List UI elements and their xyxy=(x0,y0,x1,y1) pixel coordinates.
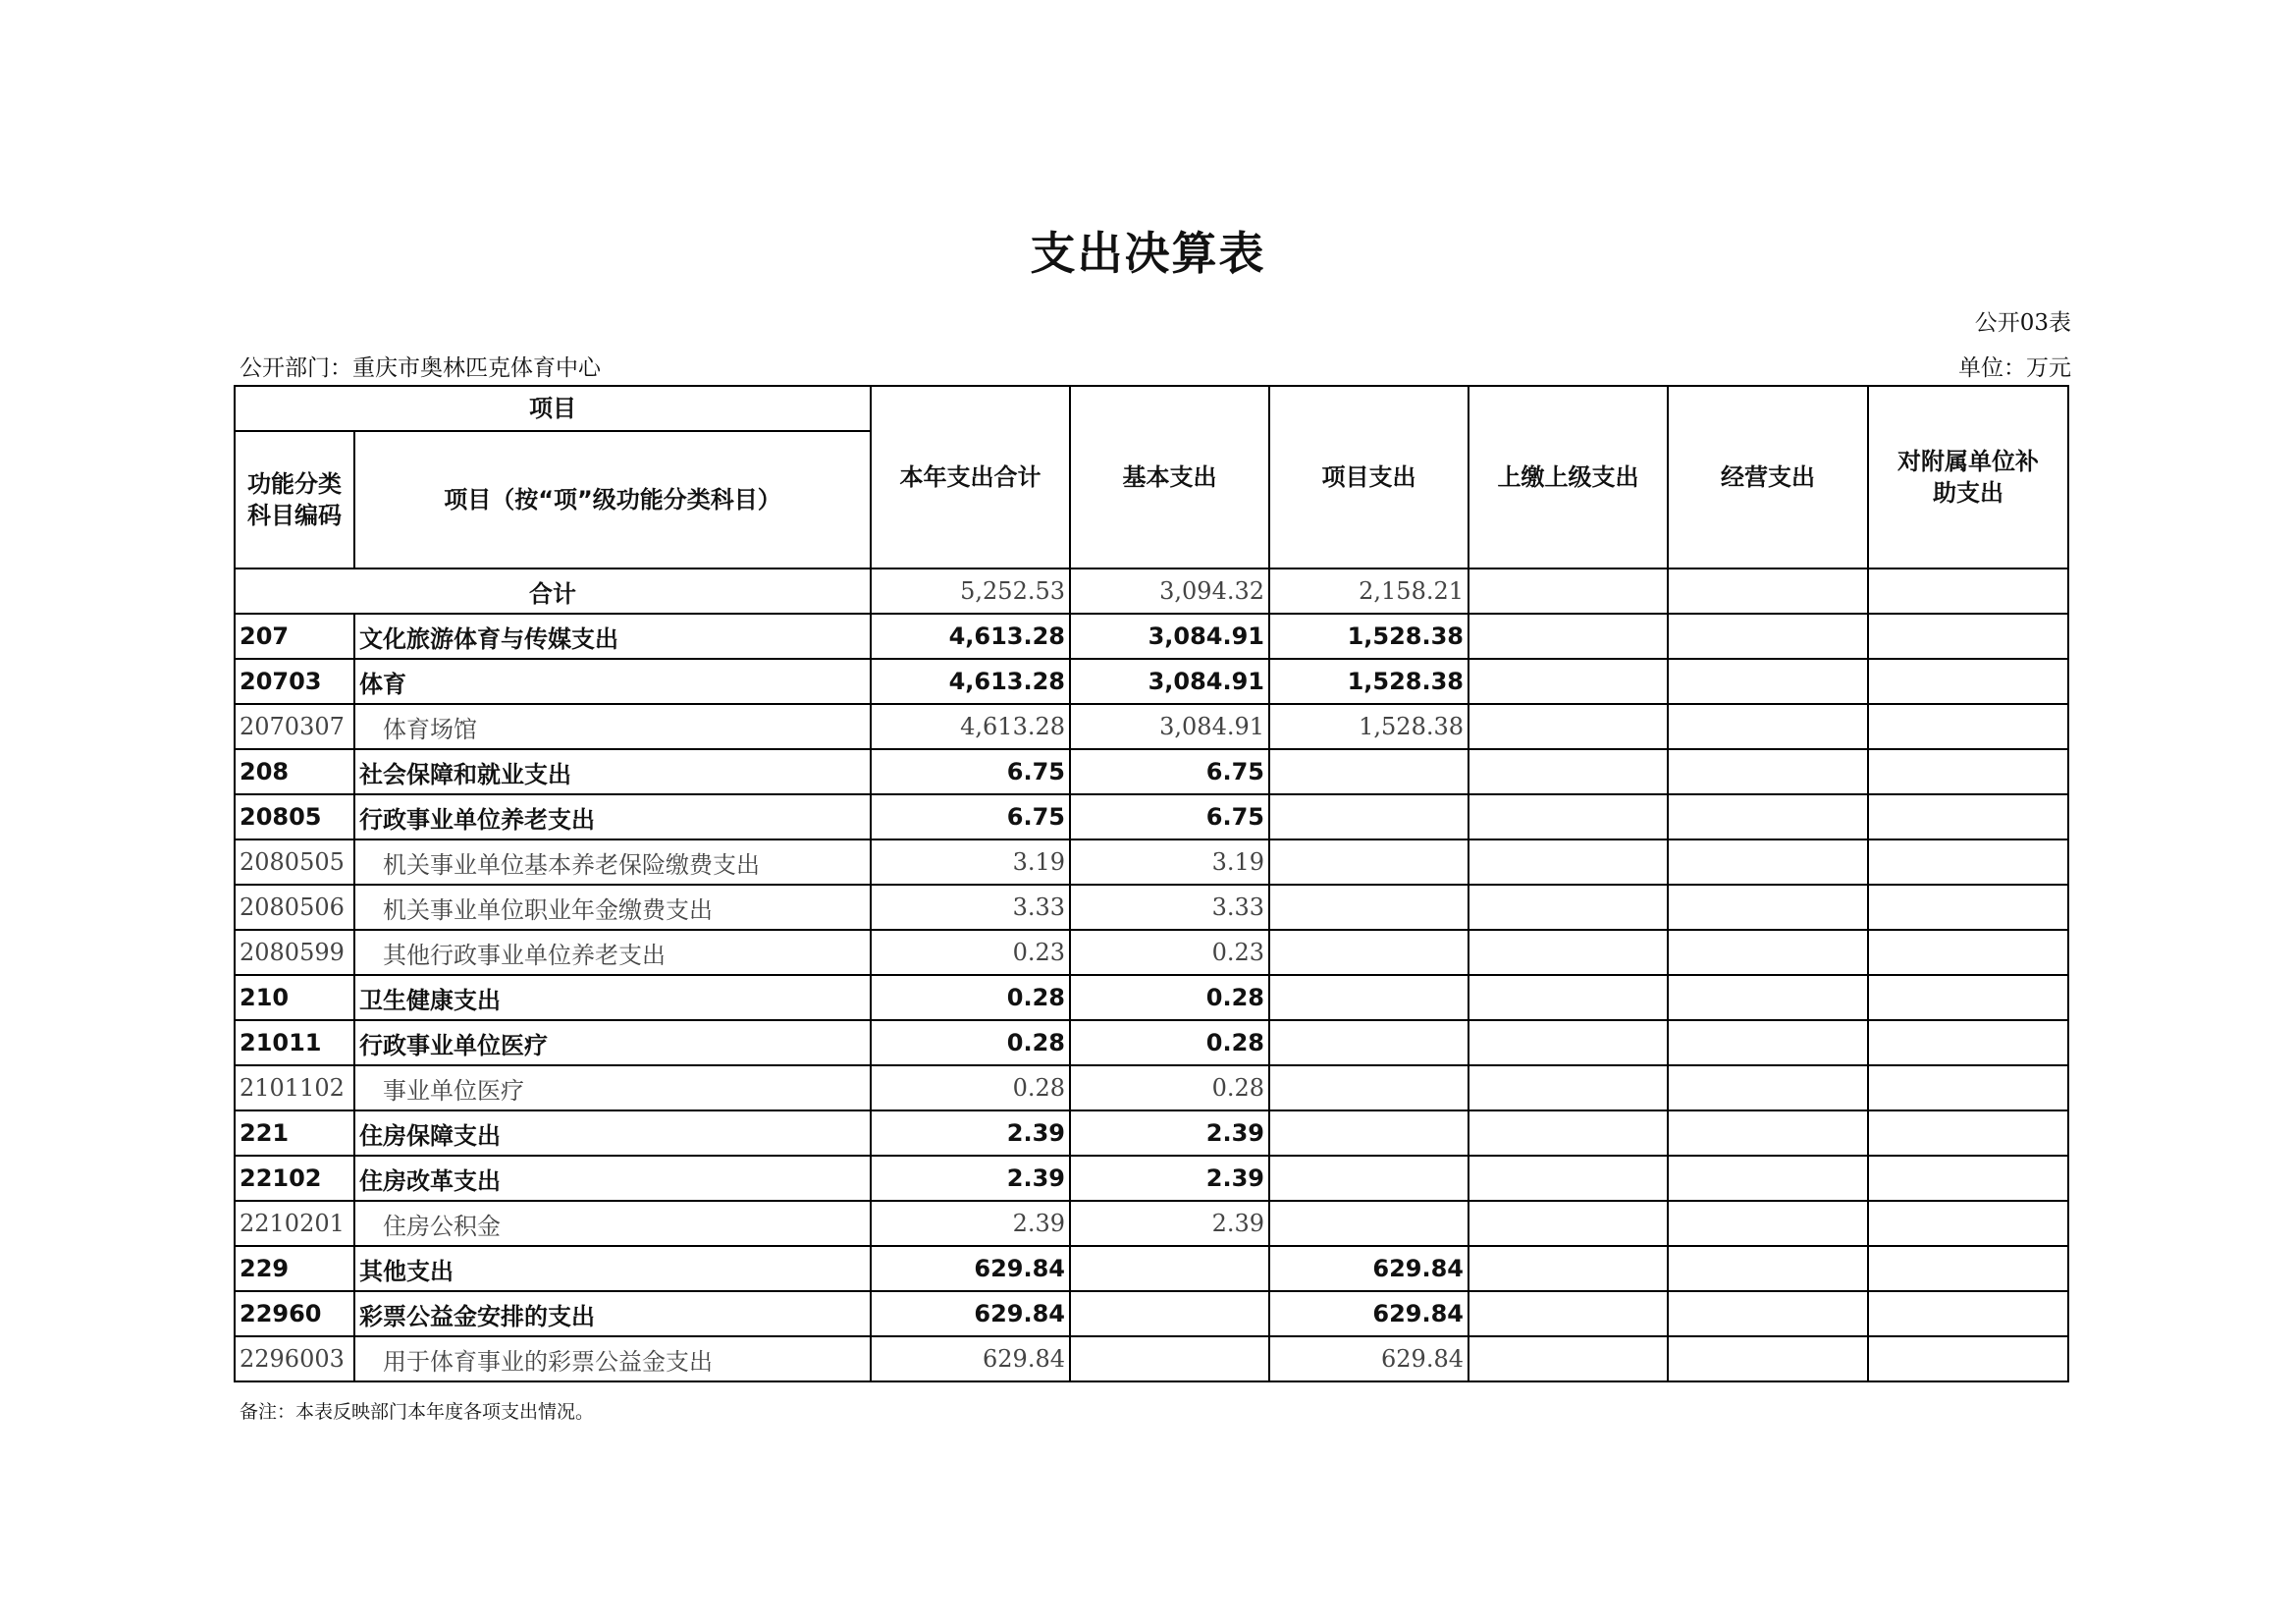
table-row xyxy=(235,1201,2068,1246)
cell-upper xyxy=(1468,1156,1668,1201)
cell-total: 4,613.28 xyxy=(871,614,1070,659)
cell-total: 2.39 xyxy=(871,1110,1070,1156)
table-row xyxy=(235,749,2068,794)
cell-business xyxy=(1668,1020,1868,1065)
cell-name: 社会保障和就业支出 xyxy=(354,749,871,794)
cell-name: 体育 xyxy=(354,659,871,704)
cell-project-exp xyxy=(1269,1201,1468,1246)
table-row xyxy=(235,794,2068,839)
cell-name: 住房保障支出 xyxy=(354,1110,871,1156)
cell-total: 4,613.28 xyxy=(871,704,1070,749)
cell-basic: 6.75 xyxy=(1070,794,1269,839)
form-number: 公开03表 xyxy=(1974,310,2071,336)
cell-business xyxy=(1668,1110,1868,1156)
table-row xyxy=(235,930,2068,975)
cell-name: 住房公积金 xyxy=(354,1201,871,1246)
cell-project-exp xyxy=(1269,839,1468,885)
cell-code: 2296003 xyxy=(235,1336,354,1381)
cell-project-exp xyxy=(1269,1156,1468,1201)
cell-project-exp xyxy=(1269,1065,1468,1110)
cell-subsidy xyxy=(1868,885,2068,930)
table-row xyxy=(235,1246,2068,1291)
cell-total: 6.75 xyxy=(871,794,1070,839)
header-code: 功能分类科目编码 xyxy=(235,431,354,568)
total-total: 5,252.53 xyxy=(871,568,1070,614)
table-row xyxy=(235,659,2068,704)
cell-business xyxy=(1668,659,1868,704)
cell-project-exp: 629.84 xyxy=(1269,1246,1468,1291)
cell-total: 2.39 xyxy=(871,1156,1070,1201)
cell-project-exp: 629.84 xyxy=(1269,1291,1468,1336)
cell-business xyxy=(1668,975,1868,1020)
table-row xyxy=(235,885,2068,930)
cell-subsidy xyxy=(1868,839,2068,885)
cell-code: 22960 xyxy=(235,1291,354,1336)
cell-business xyxy=(1668,1336,1868,1381)
cell-basic: 3,084.91 xyxy=(1070,614,1269,659)
cell-upper xyxy=(1468,1336,1668,1381)
cell-upper xyxy=(1468,1201,1668,1246)
cell-code: 210 xyxy=(235,975,354,1020)
cell-name: 体育场馆 xyxy=(354,704,871,749)
cell-subsidy xyxy=(1868,975,2068,1020)
cell-project-exp xyxy=(1269,885,1468,930)
cell-code: 20805 xyxy=(235,794,354,839)
cell-subsidy xyxy=(1868,1291,2068,1336)
cell-upper xyxy=(1468,1291,1668,1336)
cell-business xyxy=(1668,885,1868,930)
cell-name: 其他支出 xyxy=(354,1246,871,1291)
cell-business xyxy=(1668,1201,1868,1246)
header-project: 项目 xyxy=(235,386,871,431)
cell-basic: 0.28 xyxy=(1070,1020,1269,1065)
cell-name: 行政事业单位医疗 xyxy=(354,1020,871,1065)
total-basic: 3,094.32 xyxy=(1070,568,1269,614)
cell-code: 2080505 xyxy=(235,839,354,885)
cell-upper xyxy=(1468,1246,1668,1291)
table-row xyxy=(235,1291,2068,1336)
cell-code: 207 xyxy=(235,614,354,659)
cell-basic xyxy=(1070,1291,1269,1336)
cell-project-exp: 1,528.38 xyxy=(1269,659,1468,704)
cell-basic: 3,084.91 xyxy=(1070,659,1269,704)
cell-total: 629.84 xyxy=(871,1246,1070,1291)
cell-subsidy xyxy=(1868,930,2068,975)
cell-code: 2210201 xyxy=(235,1201,354,1246)
cell-upper xyxy=(1468,749,1668,794)
page-title: 支出决算表 xyxy=(1030,227,1266,280)
header-basic: 基本支出 xyxy=(1070,386,1269,568)
cell-name: 文化旅游体育与传媒支出 xyxy=(354,614,871,659)
department-label: 公开部门：重庆市奥林匹克体育中心 xyxy=(240,355,601,381)
cell-project-exp xyxy=(1269,975,1468,1020)
total-upper xyxy=(1468,568,1668,614)
cell-project-exp xyxy=(1269,749,1468,794)
cell-total: 0.28 xyxy=(871,1065,1070,1110)
cell-code: 221 xyxy=(235,1110,354,1156)
cell-total: 629.84 xyxy=(871,1336,1070,1381)
cell-code: 2080599 xyxy=(235,930,354,975)
total-business xyxy=(1668,568,1868,614)
cell-business xyxy=(1668,794,1868,839)
cell-business xyxy=(1668,1065,1868,1110)
cell-basic: 0.28 xyxy=(1070,975,1269,1020)
cell-upper xyxy=(1468,1065,1668,1110)
header-upper: 上缴上级支出 xyxy=(1468,386,1668,568)
cell-upper xyxy=(1468,659,1668,704)
cell-subsidy xyxy=(1868,1201,2068,1246)
cell-basic: 0.28 xyxy=(1070,1065,1269,1110)
cell-business xyxy=(1668,930,1868,975)
table-row xyxy=(235,1110,2068,1156)
cell-project-exp xyxy=(1269,1020,1468,1065)
cell-total: 3.33 xyxy=(871,885,1070,930)
total-row xyxy=(235,568,2068,614)
footnote: 备注：本表反映部门本年度各项支出情况。 xyxy=(240,1401,595,1423)
cell-name: 彩票公益金安排的支出 xyxy=(354,1291,871,1336)
cell-basic: 2.39 xyxy=(1070,1110,1269,1156)
table-row xyxy=(235,1020,2068,1065)
cell-subsidy xyxy=(1868,794,2068,839)
cell-subsidy xyxy=(1868,704,2068,749)
cell-total: 6.75 xyxy=(871,749,1070,794)
table-row xyxy=(235,839,2068,885)
cell-project-exp xyxy=(1269,794,1468,839)
cell-business xyxy=(1668,1291,1868,1336)
cell-basic: 3,084.91 xyxy=(1070,704,1269,749)
expenditure-table xyxy=(234,385,2069,1382)
cell-upper xyxy=(1468,975,1668,1020)
cell-subsidy xyxy=(1868,1020,2068,1065)
cell-upper xyxy=(1468,885,1668,930)
header-project-expense: 项目支出 xyxy=(1269,386,1468,568)
cell-name: 机关事业单位基本养老保险缴费支出 xyxy=(354,839,871,885)
unit-label: 单位：万元 xyxy=(1958,355,2071,381)
cell-code: 229 xyxy=(235,1246,354,1291)
cell-code: 2080506 xyxy=(235,885,354,930)
cell-business xyxy=(1668,1156,1868,1201)
cell-name: 其他行政事业单位养老支出 xyxy=(354,930,871,975)
cell-total: 3.19 xyxy=(871,839,1070,885)
table-row xyxy=(235,614,2068,659)
cell-project-exp: 1,528.38 xyxy=(1269,704,1468,749)
table-row xyxy=(235,1336,2068,1381)
cell-basic: 2.39 xyxy=(1070,1156,1269,1201)
cell-basic: 3.33 xyxy=(1070,885,1269,930)
cell-name: 行政事业单位养老支出 xyxy=(354,794,871,839)
cell-basic: 3.19 xyxy=(1070,839,1269,885)
cell-total: 0.23 xyxy=(871,930,1070,975)
cell-total: 629.84 xyxy=(871,1291,1070,1336)
total-project-expense: 2,158.21 xyxy=(1269,568,1468,614)
total-label: 合计 xyxy=(235,568,871,614)
cell-basic xyxy=(1070,1246,1269,1291)
cell-name: 事业单位医疗 xyxy=(354,1065,871,1110)
cell-name: 用于体育事业的彩票公益金支出 xyxy=(354,1336,871,1381)
cell-subsidy xyxy=(1868,1336,2068,1381)
cell-code: 22102 xyxy=(235,1156,354,1201)
cell-total: 2.39 xyxy=(871,1201,1070,1246)
cell-upper xyxy=(1468,839,1668,885)
cell-upper xyxy=(1468,614,1668,659)
cell-basic: 6.75 xyxy=(1070,749,1269,794)
header-subsidy: 对附属单位补助支出 xyxy=(1868,386,2068,568)
cell-total: 0.28 xyxy=(871,1020,1070,1065)
header-business: 经营支出 xyxy=(1668,386,1868,568)
table-row xyxy=(235,975,2068,1020)
cell-basic: 2.39 xyxy=(1070,1201,1269,1246)
cell-upper xyxy=(1468,794,1668,839)
cell-code: 20703 xyxy=(235,659,354,704)
cell-upper xyxy=(1468,704,1668,749)
table-row xyxy=(235,1065,2068,1110)
table-row xyxy=(235,1156,2068,1201)
cell-upper xyxy=(1468,930,1668,975)
cell-code: 208 xyxy=(235,749,354,794)
cell-business xyxy=(1668,839,1868,885)
cell-business xyxy=(1668,1246,1868,1291)
table-row xyxy=(235,704,2068,749)
cell-subsidy xyxy=(1868,659,2068,704)
cell-project-exp xyxy=(1269,1110,1468,1156)
cell-business xyxy=(1668,749,1868,794)
cell-total: 4,613.28 xyxy=(871,659,1070,704)
cell-name: 卫生健康支出 xyxy=(354,975,871,1020)
cell-business xyxy=(1668,704,1868,749)
cell-project-exp: 629.84 xyxy=(1269,1336,1468,1381)
cell-business xyxy=(1668,614,1868,659)
cell-code: 2101102 xyxy=(235,1065,354,1110)
cell-code: 21011 xyxy=(235,1020,354,1065)
cell-subsidy xyxy=(1868,1246,2068,1291)
cell-code: 2070307 xyxy=(235,704,354,749)
cell-subsidy xyxy=(1868,1156,2068,1201)
cell-name: 机关事业单位职业年金缴费支出 xyxy=(354,885,871,930)
cell-subsidy xyxy=(1868,1110,2068,1156)
cell-upper xyxy=(1468,1110,1668,1156)
cell-total: 0.28 xyxy=(871,975,1070,1020)
cell-upper xyxy=(1468,1020,1668,1065)
header-total: 本年支出合计 xyxy=(871,386,1070,568)
total-subsidy xyxy=(1868,568,2068,614)
cell-subsidy xyxy=(1868,749,2068,794)
cell-basic xyxy=(1070,1336,1269,1381)
cell-subsidy xyxy=(1868,1065,2068,1110)
header-name: 项目（按“项”级功能分类科目） xyxy=(354,431,871,568)
cell-basic: 0.23 xyxy=(1070,930,1269,975)
cell-project-exp: 1,528.38 xyxy=(1269,614,1468,659)
cell-name: 住房改革支出 xyxy=(354,1156,871,1201)
cell-project-exp xyxy=(1269,930,1468,975)
cell-subsidy xyxy=(1868,614,2068,659)
